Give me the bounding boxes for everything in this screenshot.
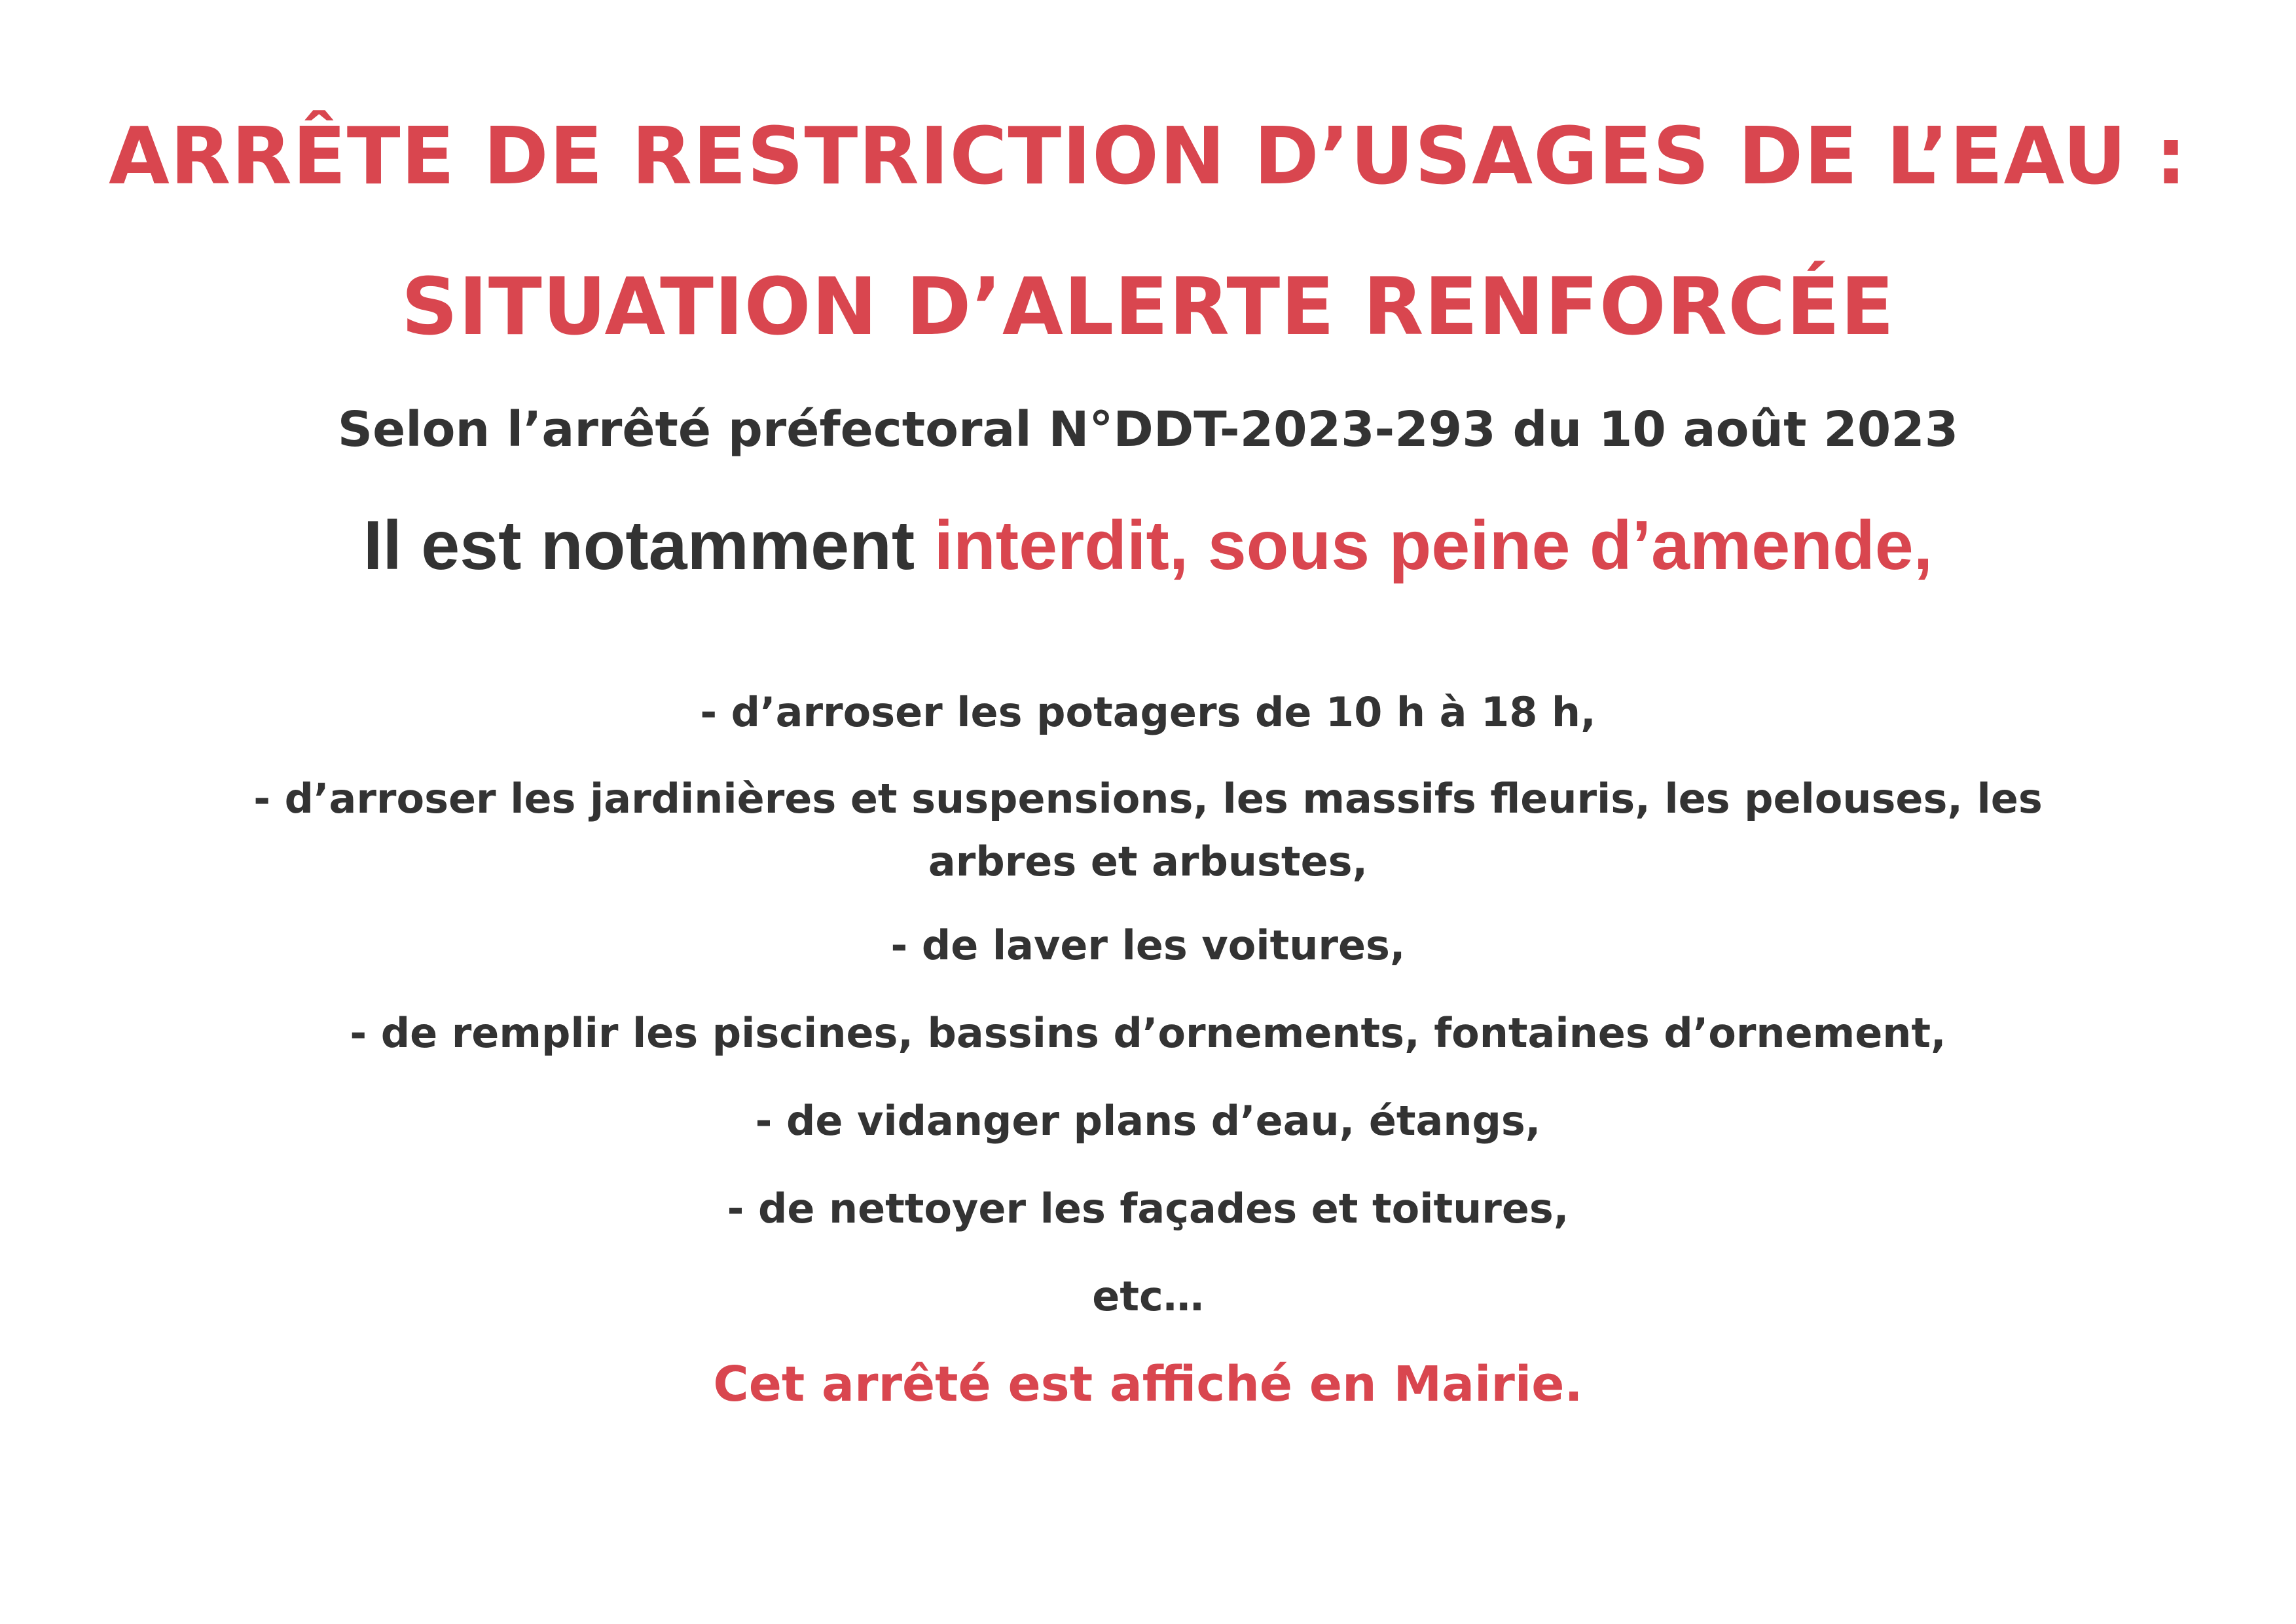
prefectoral-reference: Selon l’arrêté préfectoral N°DDT-2023-293 du 10 août 2023 — [337, 401, 1959, 458]
list-item: - d’arroser les jardinières et suspensions, les massifs fleuris, les pelouses, les arbres et arbustes, — [253, 775, 2043, 885]
list-item: - de vidanger plans d’eau, étangs, — [755, 1097, 1541, 1145]
intro-dark-text: Il est notamment — [363, 507, 934, 584]
title-line-1: ARRÊTE DE RESTRICTION D’USAGES DE L’EAU : — [109, 111, 2187, 202]
intro-red-text: interdit, sous peine d’amende, — [934, 507, 1933, 584]
list-item: etc… — [1092, 1272, 1204, 1320]
intro-sentence — [0, 503, 2296, 588]
title-line-2: SITUATION D’ALERTE RENFORCÉE — [401, 262, 1895, 353]
list-item: - d’arroser les potagers de 10 h à 18 h, — [700, 688, 1596, 736]
mairie-notice: Cet arrêté est affiché en Mairie. — [713, 1356, 1583, 1412]
list-item: - de laver les voitures, — [890, 921, 1406, 969]
list-item: - de remplir les piscines, bassins d’ornements, fontaines d’ornement, — [350, 1009, 1946, 1057]
list-item: - de nettoyer les façades et toitures, — [727, 1185, 1569, 1232]
